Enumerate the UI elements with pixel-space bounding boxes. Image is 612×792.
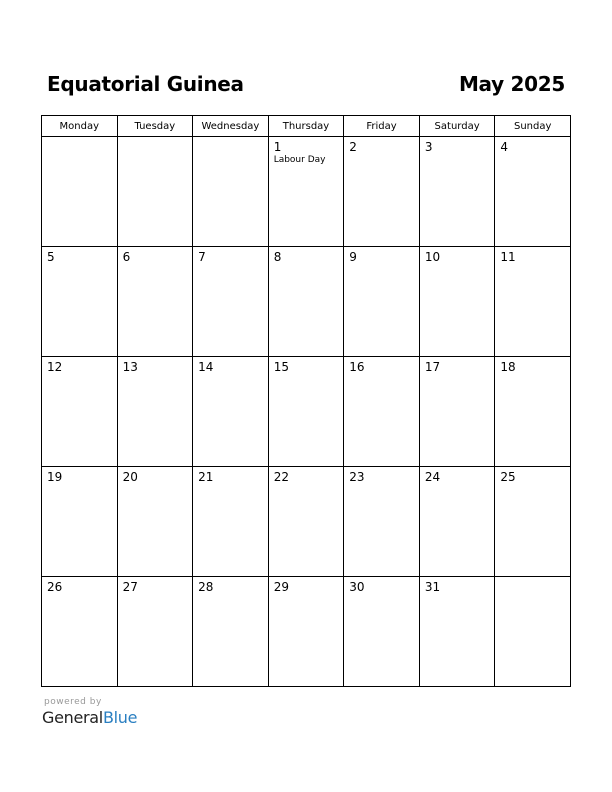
- country-title: Equatorial Guinea: [47, 72, 244, 96]
- day-cell: [42, 137, 118, 247]
- day-number: 17: [424, 360, 441, 374]
- day-number: 24: [424, 470, 441, 484]
- day-number: 16: [349, 360, 365, 374]
- day-cell: [42, 357, 118, 467]
- day-number: 12: [47, 360, 63, 374]
- day-cell: [193, 577, 269, 687]
- day-cell: [419, 577, 495, 687]
- weekday-header-monday: Monday: [42, 116, 118, 137]
- day-cell: [193, 357, 269, 467]
- day-number: 26: [47, 580, 63, 594]
- day-cell: [495, 137, 571, 247]
- day-number: [118, 137, 193, 140]
- generalblue-logo[interactable]: [42, 708, 137, 727]
- day-number: 3: [424, 140, 433, 154]
- week-row-3: [42, 357, 571, 467]
- day-number: [42, 137, 117, 140]
- day-number: 23: [349, 470, 365, 484]
- day-number: [495, 577, 570, 580]
- week-row-2: [42, 247, 571, 357]
- day-cell: [495, 577, 571, 687]
- day-cell: [344, 467, 420, 577]
- day-number: 19: [47, 470, 63, 484]
- day-number: 22: [273, 470, 289, 484]
- day-cell: [193, 247, 269, 357]
- day-number: 25: [500, 470, 516, 484]
- day-number: 13: [122, 360, 138, 374]
- day-number: 15: [273, 360, 289, 374]
- day-cell: [268, 247, 344, 357]
- weekday-header-tuesday: Tuesday: [117, 116, 193, 137]
- day-cell: [42, 247, 118, 357]
- day-number: 5: [47, 250, 55, 264]
- weekday-header-thursday: Thursday: [268, 116, 344, 137]
- day-cell: [495, 247, 571, 357]
- day-number: 8: [273, 250, 282, 264]
- week-row-1: [42, 137, 571, 247]
- day-cell: [117, 577, 193, 687]
- day-number: 28: [198, 580, 214, 594]
- weekday-header-row: [42, 116, 571, 137]
- brand-blue: Blue: [102, 708, 138, 727]
- day-cell: [419, 137, 495, 247]
- day-cell: [344, 357, 420, 467]
- brand-general: General: [42, 708, 103, 727]
- day-number: 10: [424, 250, 441, 264]
- holiday-label: Labour Day: [273, 155, 326, 165]
- day-cell: [117, 357, 193, 467]
- day-number: 11: [500, 250, 516, 264]
- day-cell: [117, 467, 193, 577]
- day-cell: [344, 577, 420, 687]
- day-cell: [419, 357, 495, 467]
- weekday-header-saturday: Saturday: [419, 116, 495, 137]
- day-number: 4: [500, 140, 509, 154]
- calendar-grid: [41, 115, 571, 687]
- day-number: 20: [122, 470, 138, 484]
- day-cell: [193, 137, 269, 247]
- week-row-4: [42, 467, 571, 577]
- day-cell: [495, 467, 571, 577]
- day-cell: [268, 467, 344, 577]
- day-number: 14: [198, 360, 214, 374]
- day-number: 30: [349, 580, 365, 594]
- day-cell: [42, 467, 118, 577]
- day-number: [193, 137, 268, 140]
- day-number: 29: [273, 580, 289, 594]
- day-number: 31: [424, 580, 441, 594]
- day-number: 2: [349, 140, 357, 154]
- day-cell: [419, 467, 495, 577]
- day-number: 9: [349, 250, 357, 264]
- day-cell: [344, 247, 420, 357]
- day-cell: [268, 137, 344, 247]
- day-number: 1: [273, 140, 282, 154]
- day-cell: [268, 357, 344, 467]
- powered-by-text: powered by: [44, 697, 102, 707]
- day-number: 7: [198, 250, 206, 264]
- day-cell: [268, 577, 344, 687]
- day-cell: [117, 137, 193, 247]
- day-number: 18: [500, 360, 516, 374]
- day-cell: [42, 577, 118, 687]
- week-row-5: [42, 577, 571, 687]
- day-cell: [495, 357, 571, 467]
- day-cell: [117, 247, 193, 357]
- day-number: 27: [122, 580, 138, 594]
- month-year-title: May 2025: [458, 72, 565, 96]
- day-cell: [193, 467, 269, 577]
- day-number: 21: [198, 470, 214, 484]
- day-cell: [419, 247, 495, 357]
- weekday-header-friday: Friday: [344, 116, 420, 137]
- day-cell: [344, 137, 420, 247]
- day-number: 6: [122, 250, 131, 264]
- weekday-header-wednesday: Wednesday: [193, 116, 269, 137]
- weekday-header-sunday: Sunday: [495, 116, 571, 137]
